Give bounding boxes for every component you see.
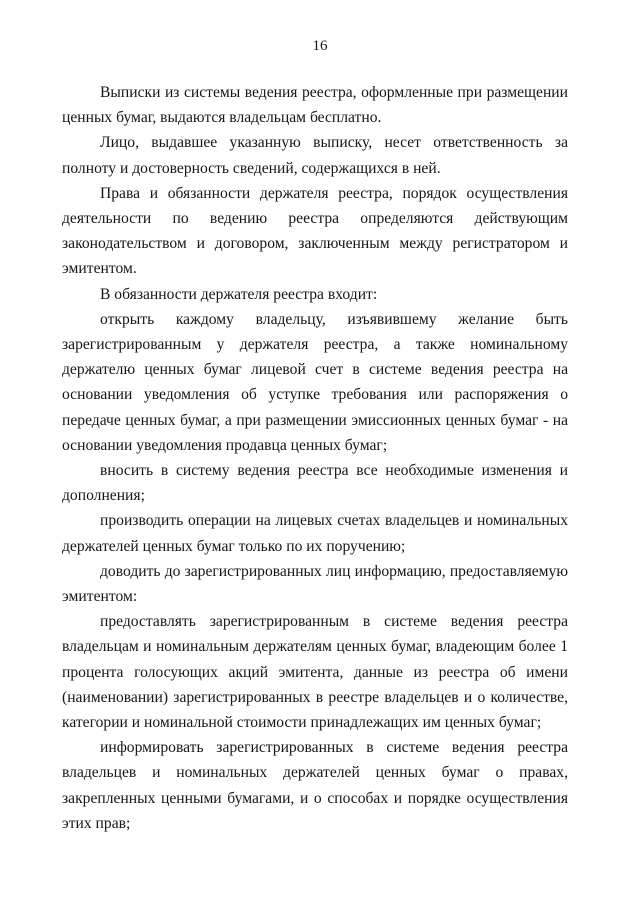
paragraph: Лицо, выдавшее указанную выписку, несет ответственность за полноту и достоверность сведений, содержащихся в ней. <box>62 134 568 177</box>
paragraph: Выписки из системы ведения реестра, оформленные при размещении ценных бумаг, выдаются владельцам бесплатно. <box>62 84 568 127</box>
list-item: производить операции на лицевых счетах владельцев и номинальных держателей ценных бумаг только по их поручению; <box>62 512 568 555</box>
list-item: предоставлять зарегистрированным в системе ведения реестра владельцам и номинальным держателям ценных бумаг, владеющим более 1 процента голосующих акций эмитента, данные из реестра об имени (наименовании) зарегистрированных в реестре владельцев и о количестве, категории и номинальной стоимости принадлежащих им ценных бумаг; <box>62 613 568 732</box>
page-number: 16 <box>312 38 328 54</box>
list-item: доводить до зарегистрированных лиц информацию, предоставляемую эмитентом: <box>62 562 568 606</box>
paragraph: В обязанности держателя реестра входит: <box>100 285 378 303</box>
list-item: вносить в систему ведения реестра все необходимые изменения и дополнения; <box>62 462 568 505</box>
list-item: информировать зарегистрированных в системе ведения реестра владельцев и номинальных держателей ценных бумаг о правах, закрепленных ценными бумагами, и о способах и порядке осуществления этих прав; <box>62 739 568 832</box>
paragraph: Права и обязанности держателя реестра, порядок осуществления деятельности по ведению реестра определяются действующим законодательством и договором, заключенным между регистратором и эмитентом. <box>62 184 568 278</box>
list-item: открыть каждому владельцу, изъявившему желание быть зарегистрированным у держателя реестра, а также номинальному держателю ценных бумаг лицевой счет в системе ведения реестра на основании уведомления об уступке требования или распоряжения о передаче ценных бумаг, а при размещении эмиссионных ценных бумаг - на основании уведомления продавца ценных бумаг; <box>62 310 568 454</box>
document-body <box>62 80 568 836</box>
